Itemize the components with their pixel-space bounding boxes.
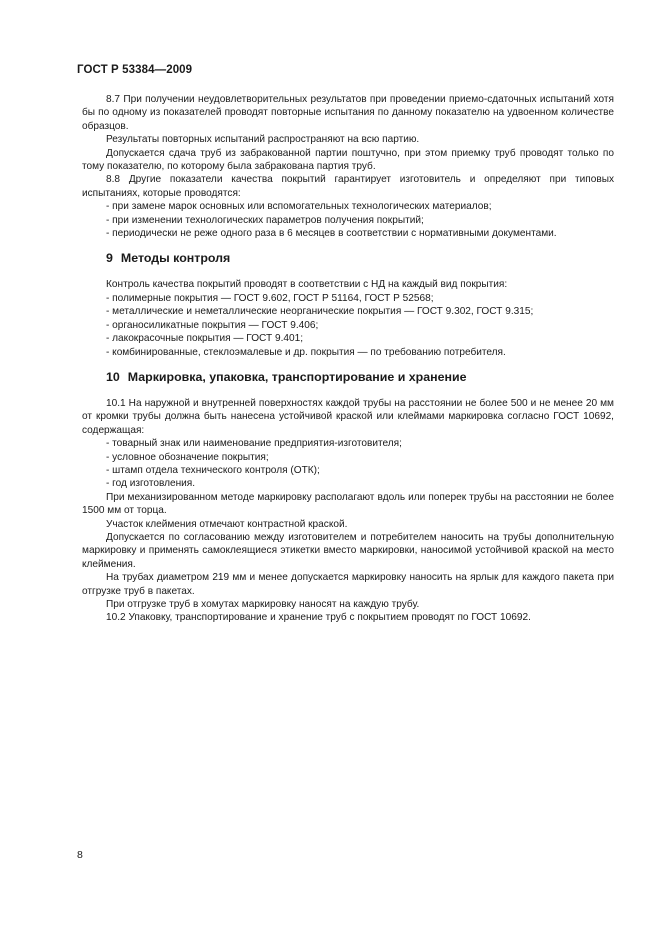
- paragraph-stamping: Участок клеймения отмечают контрастной краской.: [106, 518, 348, 530]
- list-item: - штамп отдела технического контроля (ОТК);: [106, 464, 320, 476]
- list-item: - лакокрасочные покрытия — ГОСТ 9.401;: [106, 333, 304, 345]
- list-item: - металлические и неметаллические неорганические покрытия — ГОСТ 9.302, ГОСТ 9.315;: [106, 306, 534, 318]
- section-10-title: Маркировка, упаковка, транспортирование и хранение: [127, 369, 467, 384]
- list-item: - условное обозначение покрытия;: [106, 451, 269, 463]
- paragraph-9-intro: Контроль качества покрытий проводят в соответствии с НД на каждый вид покрытия:: [106, 279, 508, 291]
- section-9-heading: [82, 251, 614, 266]
- section-10-heading: [82, 370, 614, 385]
- list-item: - при замене марок основных или вспомогательных технологических материалов;: [106, 201, 492, 213]
- document-header: ГОСТ Р 53384—2009: [77, 64, 193, 76]
- list-item: - периодически не реже одного раза в 6 месяцев в соответствии с нормативными документами.: [106, 228, 557, 240]
- list-item: - органосиликатные покрытия — ГОСТ 9.406;: [106, 319, 319, 331]
- section-10-number: 10: [106, 369, 120, 384]
- list-item: - полимерные покрытия — ГОСТ 9.602, ГОСТ Р 51164, ГОСТ Р 52568;: [106, 292, 434, 304]
- paragraph-8-7-repeat: Результаты повторных испытаний распространяют на всю партию.: [106, 134, 420, 146]
- section-9-number: 9: [106, 251, 113, 266]
- paragraph-8-7: 8.7 При получении неудовлетворительных результатов при проведении приемо-сдаточных испытаний хотя бы по одному из показателей проводят повторные испытания по данному показателю на удвоенном количестве образцов.: [82, 94, 614, 132]
- document-body: [82, 93, 614, 625]
- paragraph-clamps: При отгрузке труб в хомутах маркировку наносят на каждую трубу.: [106, 599, 420, 610]
- paragraph-10-2: 10.2 Упаковку, транспортирование и хранение труб с покрытием проводят по ГОСТ 10692.: [106, 612, 531, 624]
- paragraph-8-7-piecewise: Допускается сдача труб из забракованной партии поштучно, при этом приемку труб проводят только по тому показателю, по которому была забракована партия труб.: [82, 147, 614, 173]
- list-item: - комбинированные, стеклоэмалевые и др. покрытия — по требованию потребителя.: [106, 346, 506, 358]
- paragraph-agreement: Допускается по согласованию между изготовителем и потребителем наносить на трубы дополнительную маркировку и применять самоклеящиеся этикетки вместо маркировки, наносимой устойчивой краской на место клеймения.: [82, 531, 614, 570]
- paragraph-diameter: На трубах диаметром 219 мм и менее допускается маркировку наносить на ярлык для каждого пакета при отгрузке труб в пакетах.: [82, 572, 614, 597]
- paragraph-10-1: 10.1 На наружной и внутренней поверхностях каждой трубы на расстоянии не более 500 и не менее 20 мм от кромки трубы должна быть нанесена устойчивой краской или клеймами маркировка согласно ГОСТ 10692, содержащая:: [82, 397, 614, 436]
- list-item: - год изготовления.: [106, 478, 196, 490]
- list-item: - товарный знак или наименование предприятия-изготовителя;: [106, 438, 402, 450]
- section-9-title: Методы контроля: [120, 251, 231, 266]
- paragraph-8-8: 8.8 Другие показатели качества покрытий гарантирует изготовитель и определяют при типовых испытаниях, которые проводятся:: [82, 174, 614, 199]
- page-number: 8: [77, 849, 83, 861]
- list-item: - при изменении технологических параметров получения покрытий;: [106, 214, 424, 226]
- paragraph-mechanized: При механизированном методе маркировку располагают вдоль или поперек трубы на расстоянии не более 1500 мм от торца.: [82, 491, 614, 517]
